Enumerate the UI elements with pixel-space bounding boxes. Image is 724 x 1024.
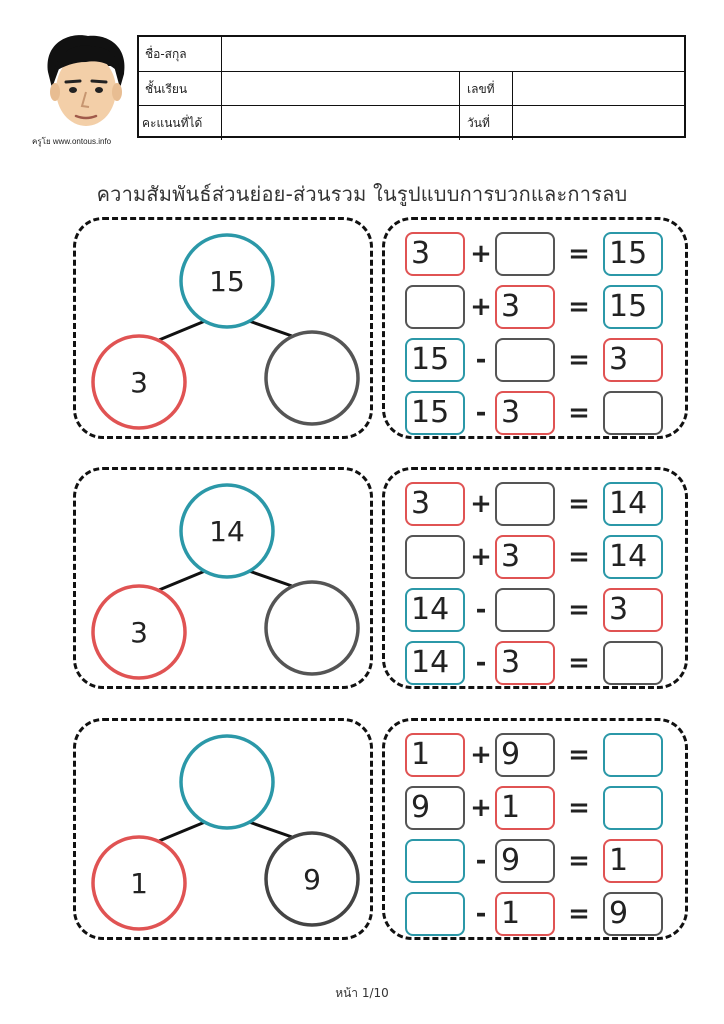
number-box: 3 xyxy=(495,285,555,329)
number-box: 15 xyxy=(603,232,663,276)
number-box: 9 xyxy=(495,733,555,777)
operator-sign: + xyxy=(470,239,492,269)
equation-row xyxy=(405,733,675,777)
operator-sign: + xyxy=(470,793,492,823)
bond-connector xyxy=(159,321,205,340)
equals-sign: = xyxy=(568,793,590,823)
teacher-avatar-icon xyxy=(40,32,132,142)
name-label: ชื่อ-สกุล xyxy=(145,47,187,61)
name-row xyxy=(139,37,684,71)
answer-box-empty[interactable] xyxy=(495,588,555,632)
operator-sign: - xyxy=(475,846,487,876)
date-label: วันที่ xyxy=(467,116,490,130)
number-box: 9 xyxy=(405,786,465,830)
class-label: ชั้นเรียน xyxy=(145,82,188,96)
equals-sign: = xyxy=(568,398,590,428)
equations-panel xyxy=(382,217,688,439)
bond-circle-right[interactable] xyxy=(266,582,358,674)
equation-row xyxy=(405,839,675,883)
answer-box-empty[interactable] xyxy=(495,338,555,382)
exercise-section xyxy=(0,467,724,697)
name-field[interactable] xyxy=(223,37,684,71)
date-field[interactable] xyxy=(514,106,684,140)
equations-panel xyxy=(382,718,688,940)
answer-box-empty[interactable] xyxy=(603,733,663,777)
equation-row xyxy=(405,391,675,435)
bond-connector xyxy=(159,822,205,841)
credit-text: ครูโย www.ontous.info xyxy=(32,137,112,146)
equation-row xyxy=(405,641,675,685)
equation-row xyxy=(405,482,675,526)
operator-sign: - xyxy=(475,398,487,428)
operator-sign: + xyxy=(470,292,492,322)
number-box: 14 xyxy=(603,535,663,579)
equals-sign: = xyxy=(568,595,590,625)
number-box: 9 xyxy=(603,892,663,936)
bond-circle-whole[interactable] xyxy=(181,736,273,828)
equation-row xyxy=(405,892,675,936)
number-box: 3 xyxy=(405,482,465,526)
equals-sign: = xyxy=(568,489,590,519)
answer-box-empty[interactable] xyxy=(495,232,555,276)
number-box: 1 xyxy=(495,892,555,936)
answer-box-empty[interactable] xyxy=(405,839,465,883)
number-box: 1 xyxy=(405,733,465,777)
number-bond-panel xyxy=(73,718,373,940)
number-field[interactable] xyxy=(514,72,684,106)
equals-sign: = xyxy=(568,239,590,269)
page-number: หน้า 1/10 xyxy=(335,986,389,1000)
bond-connector xyxy=(159,571,205,590)
number-bond-diagram xyxy=(76,721,370,937)
equals-sign: = xyxy=(568,648,590,678)
number-label: เลขที่ xyxy=(467,82,495,96)
bond-circle-right[interactable] xyxy=(266,332,358,424)
class-field[interactable] xyxy=(223,72,459,106)
operator-sign: - xyxy=(475,899,487,929)
number-box: 3 xyxy=(603,338,663,382)
answer-box-empty[interactable] xyxy=(405,285,465,329)
number-box: 14 xyxy=(405,588,465,632)
number-box: 15 xyxy=(405,391,465,435)
answer-box-empty[interactable] xyxy=(405,892,465,936)
number-box: 3 xyxy=(495,641,555,685)
operator-sign: + xyxy=(470,489,492,519)
number-box: 15 xyxy=(603,285,663,329)
equals-sign: = xyxy=(568,899,590,929)
operator-sign: - xyxy=(475,648,487,678)
answer-box-empty[interactable] xyxy=(495,482,555,526)
number-box: 14 xyxy=(603,482,663,526)
number-bond-diagram xyxy=(76,220,370,436)
number-box: 3 xyxy=(405,232,465,276)
number-box: 1 xyxy=(603,839,663,883)
equations-panel xyxy=(382,467,688,689)
exercise-section xyxy=(0,217,724,447)
answer-box-empty[interactable] xyxy=(603,391,663,435)
bond-connector xyxy=(249,571,292,586)
equation-row xyxy=(405,285,675,329)
answer-box-empty[interactable] xyxy=(603,641,663,685)
answer-box-empty[interactable] xyxy=(405,535,465,579)
number-bond-panel xyxy=(73,467,373,689)
operator-sign: - xyxy=(475,595,487,625)
bond-value-left: 3 xyxy=(130,366,148,399)
number-box: 15 xyxy=(405,338,465,382)
bond-value-whole: 15 xyxy=(209,265,245,298)
exercise-section xyxy=(0,718,724,948)
score-field[interactable] xyxy=(223,106,459,140)
operator-sign: + xyxy=(470,740,492,770)
score-row xyxy=(139,105,684,140)
equals-sign: = xyxy=(568,740,590,770)
number-box: 1 xyxy=(495,786,555,830)
number-box: 9 xyxy=(495,839,555,883)
equation-row xyxy=(405,786,675,830)
equals-sign: = xyxy=(568,542,590,572)
number-box: 3 xyxy=(495,391,555,435)
number-box: 14 xyxy=(405,641,465,685)
number-box: 3 xyxy=(603,588,663,632)
operator-sign: + xyxy=(470,542,492,572)
operator-sign: - xyxy=(475,345,487,375)
score-label: คะแนนที่ได้ xyxy=(142,116,203,130)
bond-value-left: 3 xyxy=(130,616,148,649)
bond-value-right: 9 xyxy=(303,863,321,896)
equals-sign: = xyxy=(568,292,590,322)
equation-row xyxy=(405,535,675,579)
page-title: ความสัมพันธ์ส่วนย่อย-ส่วนรวม ในรูปแบบการบวกและการลบ xyxy=(96,182,628,206)
number-bond-panel xyxy=(73,217,373,439)
equals-sign: = xyxy=(568,345,590,375)
number-box: 3 xyxy=(495,535,555,579)
equation-row xyxy=(405,338,675,382)
equals-sign: = xyxy=(568,846,590,876)
bond-connector xyxy=(249,822,292,837)
bond-connector xyxy=(249,321,292,336)
bond-value-whole: 14 xyxy=(209,515,245,548)
class-row xyxy=(139,71,684,106)
student-info-table xyxy=(137,35,686,138)
equation-row xyxy=(405,232,675,276)
number-bond-diagram xyxy=(76,470,370,686)
bond-value-left: 1 xyxy=(130,867,148,900)
answer-box-empty[interactable] xyxy=(603,786,663,830)
equation-row xyxy=(405,588,675,632)
